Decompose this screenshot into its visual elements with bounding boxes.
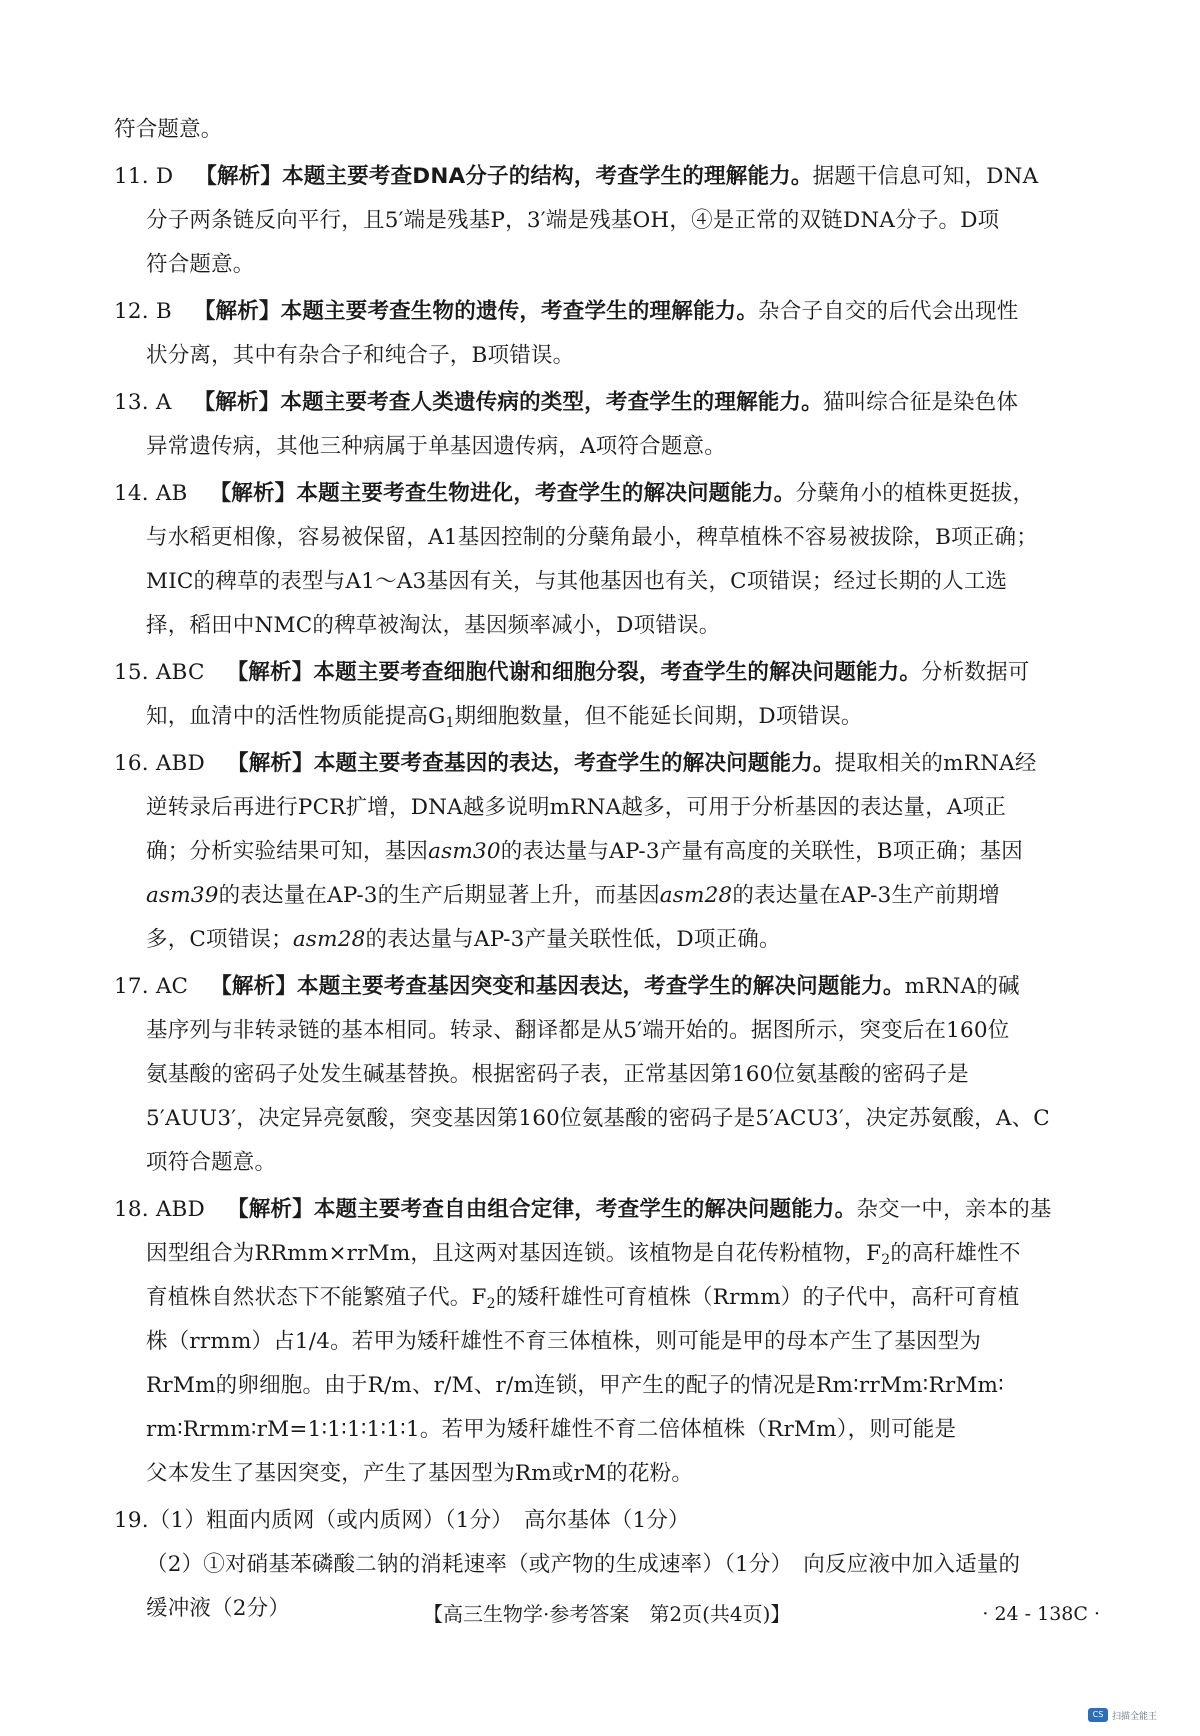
- q14-lead: 本题主要考查生物进化，考查学生的解决问题能力。: [296, 481, 796, 506]
- q12-text: 杂合子自交的后代会出现性: [758, 299, 1019, 324]
- subscript: 2: [486, 1296, 496, 1312]
- q13-lead: 本题主要考查人类遗传病的类型，考查学生的理解能力。: [280, 390, 823, 415]
- q17-text: mRNA的碱: [904, 974, 1020, 999]
- q15-line1: [114, 651, 1099, 695]
- q14-line3: MIC的稗草的表型与A1～A3基因有关，与其他基因也有关，C项错误；经过长期的人工选: [146, 569, 1008, 594]
- q18-lead: 本题主要考查自由组合定律，考查学生的解决问题能力。: [313, 1197, 857, 1222]
- q17-line3: 氨基酸的密码子处发生碱基替换。根据密码子表，正常基因第160位氨基酸的密码子是: [146, 1062, 969, 1087]
- q12-answer: 12. B: [114, 299, 172, 324]
- q14-line4: 择，稻田中NMC的稗草被淘汰，基因频率减小，D项错误。: [146, 613, 721, 638]
- q11-lead: 本题主要考查DNA分子的结构，考查学生的理解能力。: [282, 164, 813, 189]
- analysis-tag: 【解析】: [193, 390, 281, 415]
- q16-text-f: 的表达量与AP-3产量关联性低，D项正确。: [365, 927, 781, 952]
- q18-line4: 株（rrmm）占1/4。若甲为矮秆雄性不育三体植株，则可能是甲的母本产生了基因型为: [146, 1329, 982, 1354]
- q13-line2: 异常遗传病，其他三种病属于单基因遗传病，A项符合题意。: [146, 434, 726, 459]
- q12-line2: 状分离，其中有杂合子和纯合子，B项错误。: [146, 343, 575, 368]
- q18-text-d: 的矮秆雄性可育植株（Rrmm）的子代中，高秆可育植: [495, 1285, 1020, 1310]
- page-footer: [0, 1594, 1200, 1634]
- q16-lead: 本题主要考查基因的表达，考查学生的解决问题能力。: [313, 751, 835, 776]
- q18-line7: 父本发生了基因突变，产生了基因型为Rm或rM的花粉。: [146, 1461, 694, 1486]
- analysis-tag: 【解析】: [209, 481, 297, 506]
- q18-line5: RrMm的卵细胞。由于R/m、r/M、r/m连锁，甲产生的配子的情况是Rm∶rrMm∶RrMm∶: [146, 1373, 1004, 1398]
- q16-text-b: 的表达量与AP-3产量有高度的关联性，B项正确；基因: [500, 839, 1023, 864]
- scanner-logo-icon: CS: [1088, 1708, 1108, 1722]
- answer-body: [114, 108, 1099, 1631]
- gene-name: asm28: [659, 883, 733, 908]
- q14-answer: 14. AB: [114, 481, 188, 506]
- analysis-tag: 【解析】: [193, 299, 281, 324]
- q14-text: 分蘖角小的植株更挺拔，: [795, 481, 1035, 506]
- q13-line1: [114, 381, 1099, 425]
- q17-line2: 基序列与非转录链的基本相同。转录、翻译都是从5′端开始的。据图所示，突变后在160位: [146, 1018, 1010, 1043]
- q16-line2: 逆转录后再进行PCR扩增，DNA越多说明mRNA越多，可用于分析基因的表达量，A项正: [146, 795, 1007, 820]
- q17-line1: [114, 965, 1099, 1009]
- q15-text-a: 知，血清中的活性物质能提高G: [146, 704, 446, 729]
- watermark-text: 扫描全能王: [1112, 1711, 1158, 1722]
- analysis-tag: 【解析】: [226, 660, 314, 685]
- q18-text-a: 因型组合为RRmm×rrMm，且这两对基因连锁。该植物是自花传粉植物，F: [146, 1241, 882, 1266]
- q14-line2: 与水稻更相像，容易被保留，A1基因控制的分蘖角最小，稗草植株不容易被拔除，B项正确；: [146, 525, 1038, 550]
- analysis-tag: 【解析】: [227, 751, 314, 776]
- q16-text: 提取相关的mRNA经: [834, 751, 1037, 776]
- q16-line5: [114, 918, 1099, 962]
- q11-line1: [114, 155, 1099, 199]
- q13-text: 猫叫综合征是染色体: [822, 390, 1019, 415]
- q15-text: 分析数据可: [921, 660, 1030, 685]
- analysis-tag: 【解析】: [195, 164, 283, 189]
- q18-answer: 18. ABD: [114, 1197, 205, 1222]
- q16-line1: [114, 742, 1099, 786]
- q17-lead: 本题主要考查基因突变和基因表达，考查学生的解决问题能力。: [297, 974, 905, 999]
- q11-text: 据题干信息可知，DNA: [812, 164, 1039, 189]
- q11-line2: 分子两条链反向平行，且5′端是残基P，3′端是残基OH，④是正常的双链DNA分子。D项: [146, 208, 1000, 233]
- q16-text-a: 确；分析实验结果可知，基因: [146, 839, 429, 864]
- subscript: 1: [445, 715, 455, 731]
- q12-lead: 本题主要考查生物的遗传，考查学生的理解能力。: [280, 299, 759, 324]
- q15-line2: [114, 695, 1099, 739]
- q16-line3: [114, 830, 1099, 874]
- q17-line4: 5′AUU3′，决定异亮氨酸，突变基因第160位氨基酸的密码子是5′ACU3′，决定苏氨酸，A、C: [146, 1106, 1050, 1131]
- q18-line1: [114, 1188, 1099, 1232]
- q19-line3: 缓冲液（2分）: [146, 1596, 291, 1621]
- gene-name: asm28: [292, 927, 366, 952]
- analysis-tag: 【解析】: [227, 1197, 314, 1222]
- footer-title: 【高三生物学·参考答案 第2页(共4页)】: [423, 1602, 791, 1626]
- q19-line2: （2）①对硝基苯磷酸二钠的消耗速率（或产物的生成速率）（1分） 向反应液中加入适量的: [146, 1552, 1021, 1577]
- scanner-watermark: [1088, 1704, 1188, 1726]
- continuation-line: 符合题意。: [114, 117, 223, 142]
- footer-code: · 24 - 138C ·: [982, 1603, 1100, 1625]
- q11-line3: 符合题意。: [146, 252, 255, 277]
- q16-text-d: 的表达量在AP-3生产前期增: [732, 883, 1000, 908]
- q15-text-b: 期细胞数量，但不能延长间期，D项错误。: [454, 704, 863, 729]
- q13-answer: 13. A: [114, 390, 172, 415]
- subscript: 2: [881, 1252, 891, 1268]
- q18-text-b: 的高秆雄性不: [890, 1241, 1021, 1266]
- q17-line5: 项符合题意。: [146, 1150, 277, 1175]
- q16-line4: [114, 874, 1099, 918]
- q14-line1: [114, 472, 1099, 516]
- q17-answer: 17. AC: [114, 974, 189, 999]
- q18-text-c: 育植株自然状态下不能繁殖子代。F: [146, 1285, 487, 1310]
- gene-name: asm39: [146, 883, 219, 908]
- q16-answer: 16. ABD: [114, 751, 205, 776]
- analysis-tag: 【解析】: [210, 974, 298, 999]
- q15-lead: 本题主要考查细胞代谢和细胞分裂，考查学生的解决问题能力。: [313, 660, 922, 685]
- q16-text-c: 的表达量在AP-3的生产后期显著上升，而基因: [218, 883, 660, 908]
- q12-line1: [114, 290, 1099, 334]
- q16-text-e: 多，C项错误；: [146, 927, 293, 952]
- q18-line6: rm∶Rrmm∶rM=1∶1∶1∶1∶1∶1。若甲为矮秆雄性不育二倍体植株（RrMm），则可能是: [146, 1417, 957, 1442]
- q18-line2: [114, 1232, 1099, 1276]
- q11-answer: 11. D: [114, 164, 174, 189]
- q18-line3: [114, 1276, 1099, 1320]
- q19-line1: 19.（1）粗面内质网（或内质网）（1分） 高尔基体（1分）: [114, 1508, 690, 1533]
- gene-name: asm30: [428, 839, 501, 864]
- q15-answer: 15. ABC: [114, 660, 205, 685]
- q18-text: 杂交一中，亲本的基: [856, 1197, 1052, 1222]
